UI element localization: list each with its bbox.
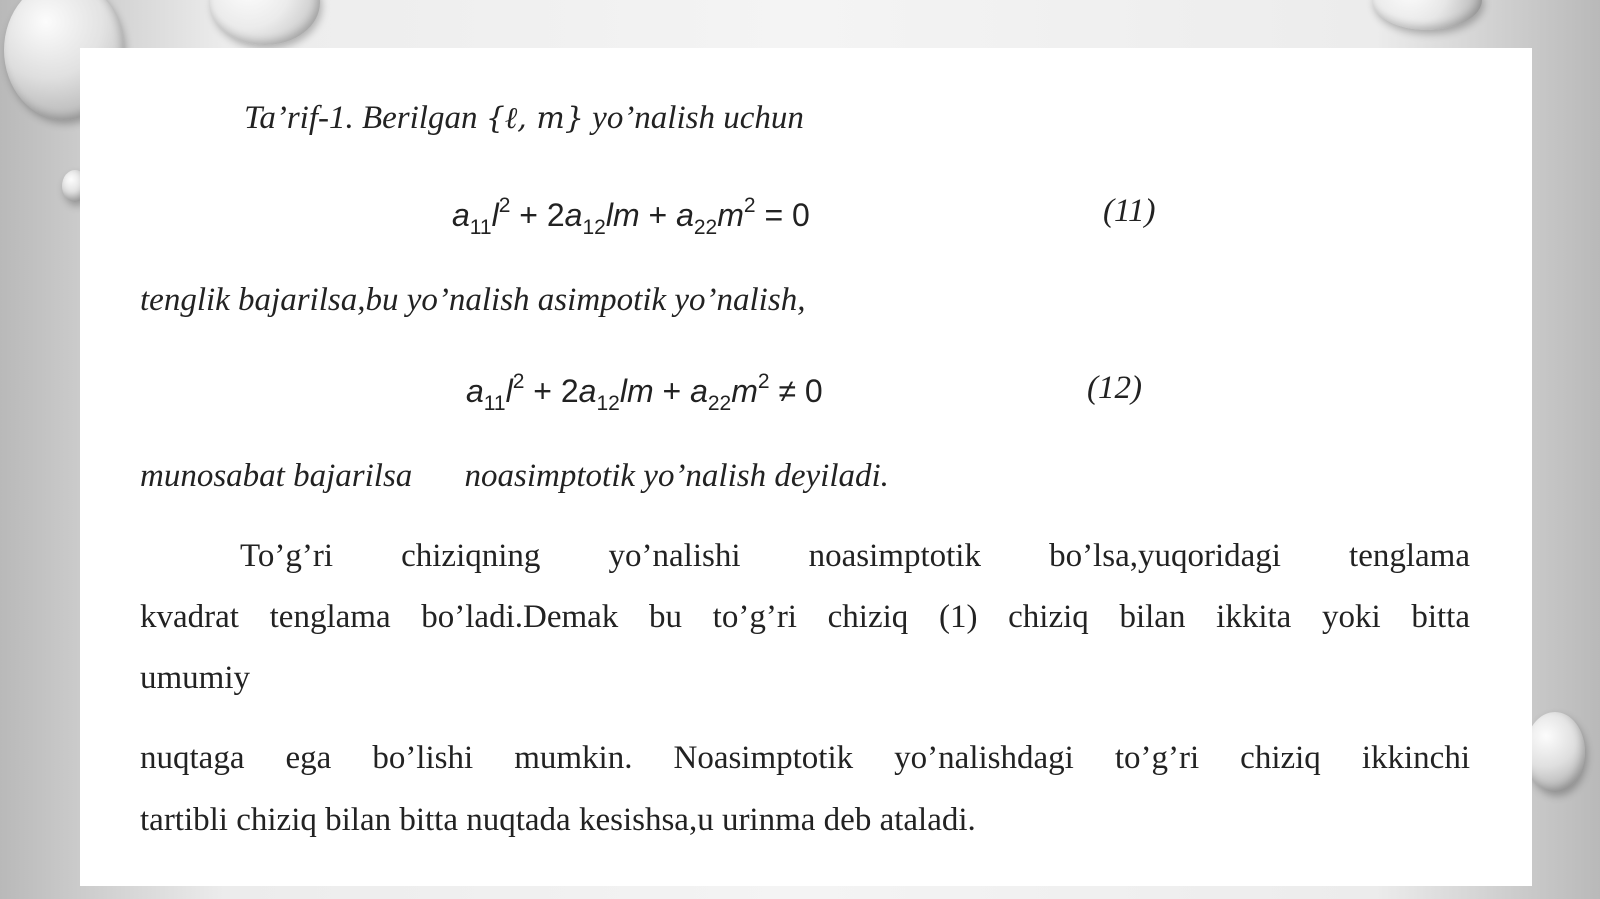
paragraph-1-line-3: umumiy	[140, 660, 251, 696]
text-after-equation-11: tenglik bajarilsa,bu yo’nalish asimpotik yo’nalish,	[140, 282, 806, 318]
direction-vector: {ℓ, m}	[485, 101, 584, 136]
equation-12-relation: ≠ 0	[778, 373, 823, 409]
water-drop-decoration	[1525, 712, 1585, 792]
paragraph-1-line-2: kvadrat tenglama bo’ladi.Demak bu to’g’ri chiziq (1) chiziq bilan ikkita yoki bitta	[140, 599, 1470, 635]
paragraph-2-line-2: tartibli chiziq bilan bitta nuqtada kesishsa,u urinma deb ataladi.	[140, 802, 976, 838]
equation-12: $a_{11}l^2 + 2a_{12}lm + a_{22}m^2 \ne 0$	[466, 370, 823, 415]
paragraph-2-line-1: nuqtaga ega bo’lishi mumkin. Noasimptotik yo’nalishdagi to’g’ri chiziq ikkinchi	[140, 740, 1470, 776]
equation-11: $a_{11}l^2 + 2a_{12}lm + a_{22}m^2 = 0$	[452, 194, 810, 239]
equation-11-relation: = 0	[764, 197, 810, 233]
water-drop-decoration	[1372, 0, 1482, 30]
definition-line	[244, 100, 804, 137]
text-after-12-part2: noasimptotik yo’nalish deyiladi.	[464, 458, 889, 494]
water-drop-decoration	[210, 0, 320, 45]
definition-suffix: yo’nalish uchun	[592, 100, 804, 136]
slide-content-card	[80, 48, 1532, 886]
equation-12-number: (12)	[1087, 370, 1142, 406]
text-after-12-part1: munosabat bajarilsa	[140, 458, 413, 494]
paragraph-1-line-1: To’g’ri chiziqning yo’nalishi noasimptotik bo’lsa,yuqoridagi tenglama	[240, 538, 1470, 574]
definition-prefix: Ta’rif-1. Berilgan	[244, 100, 478, 136]
equation-11-number: (11)	[1103, 193, 1156, 229]
text-after-equation-12	[140, 458, 889, 495]
